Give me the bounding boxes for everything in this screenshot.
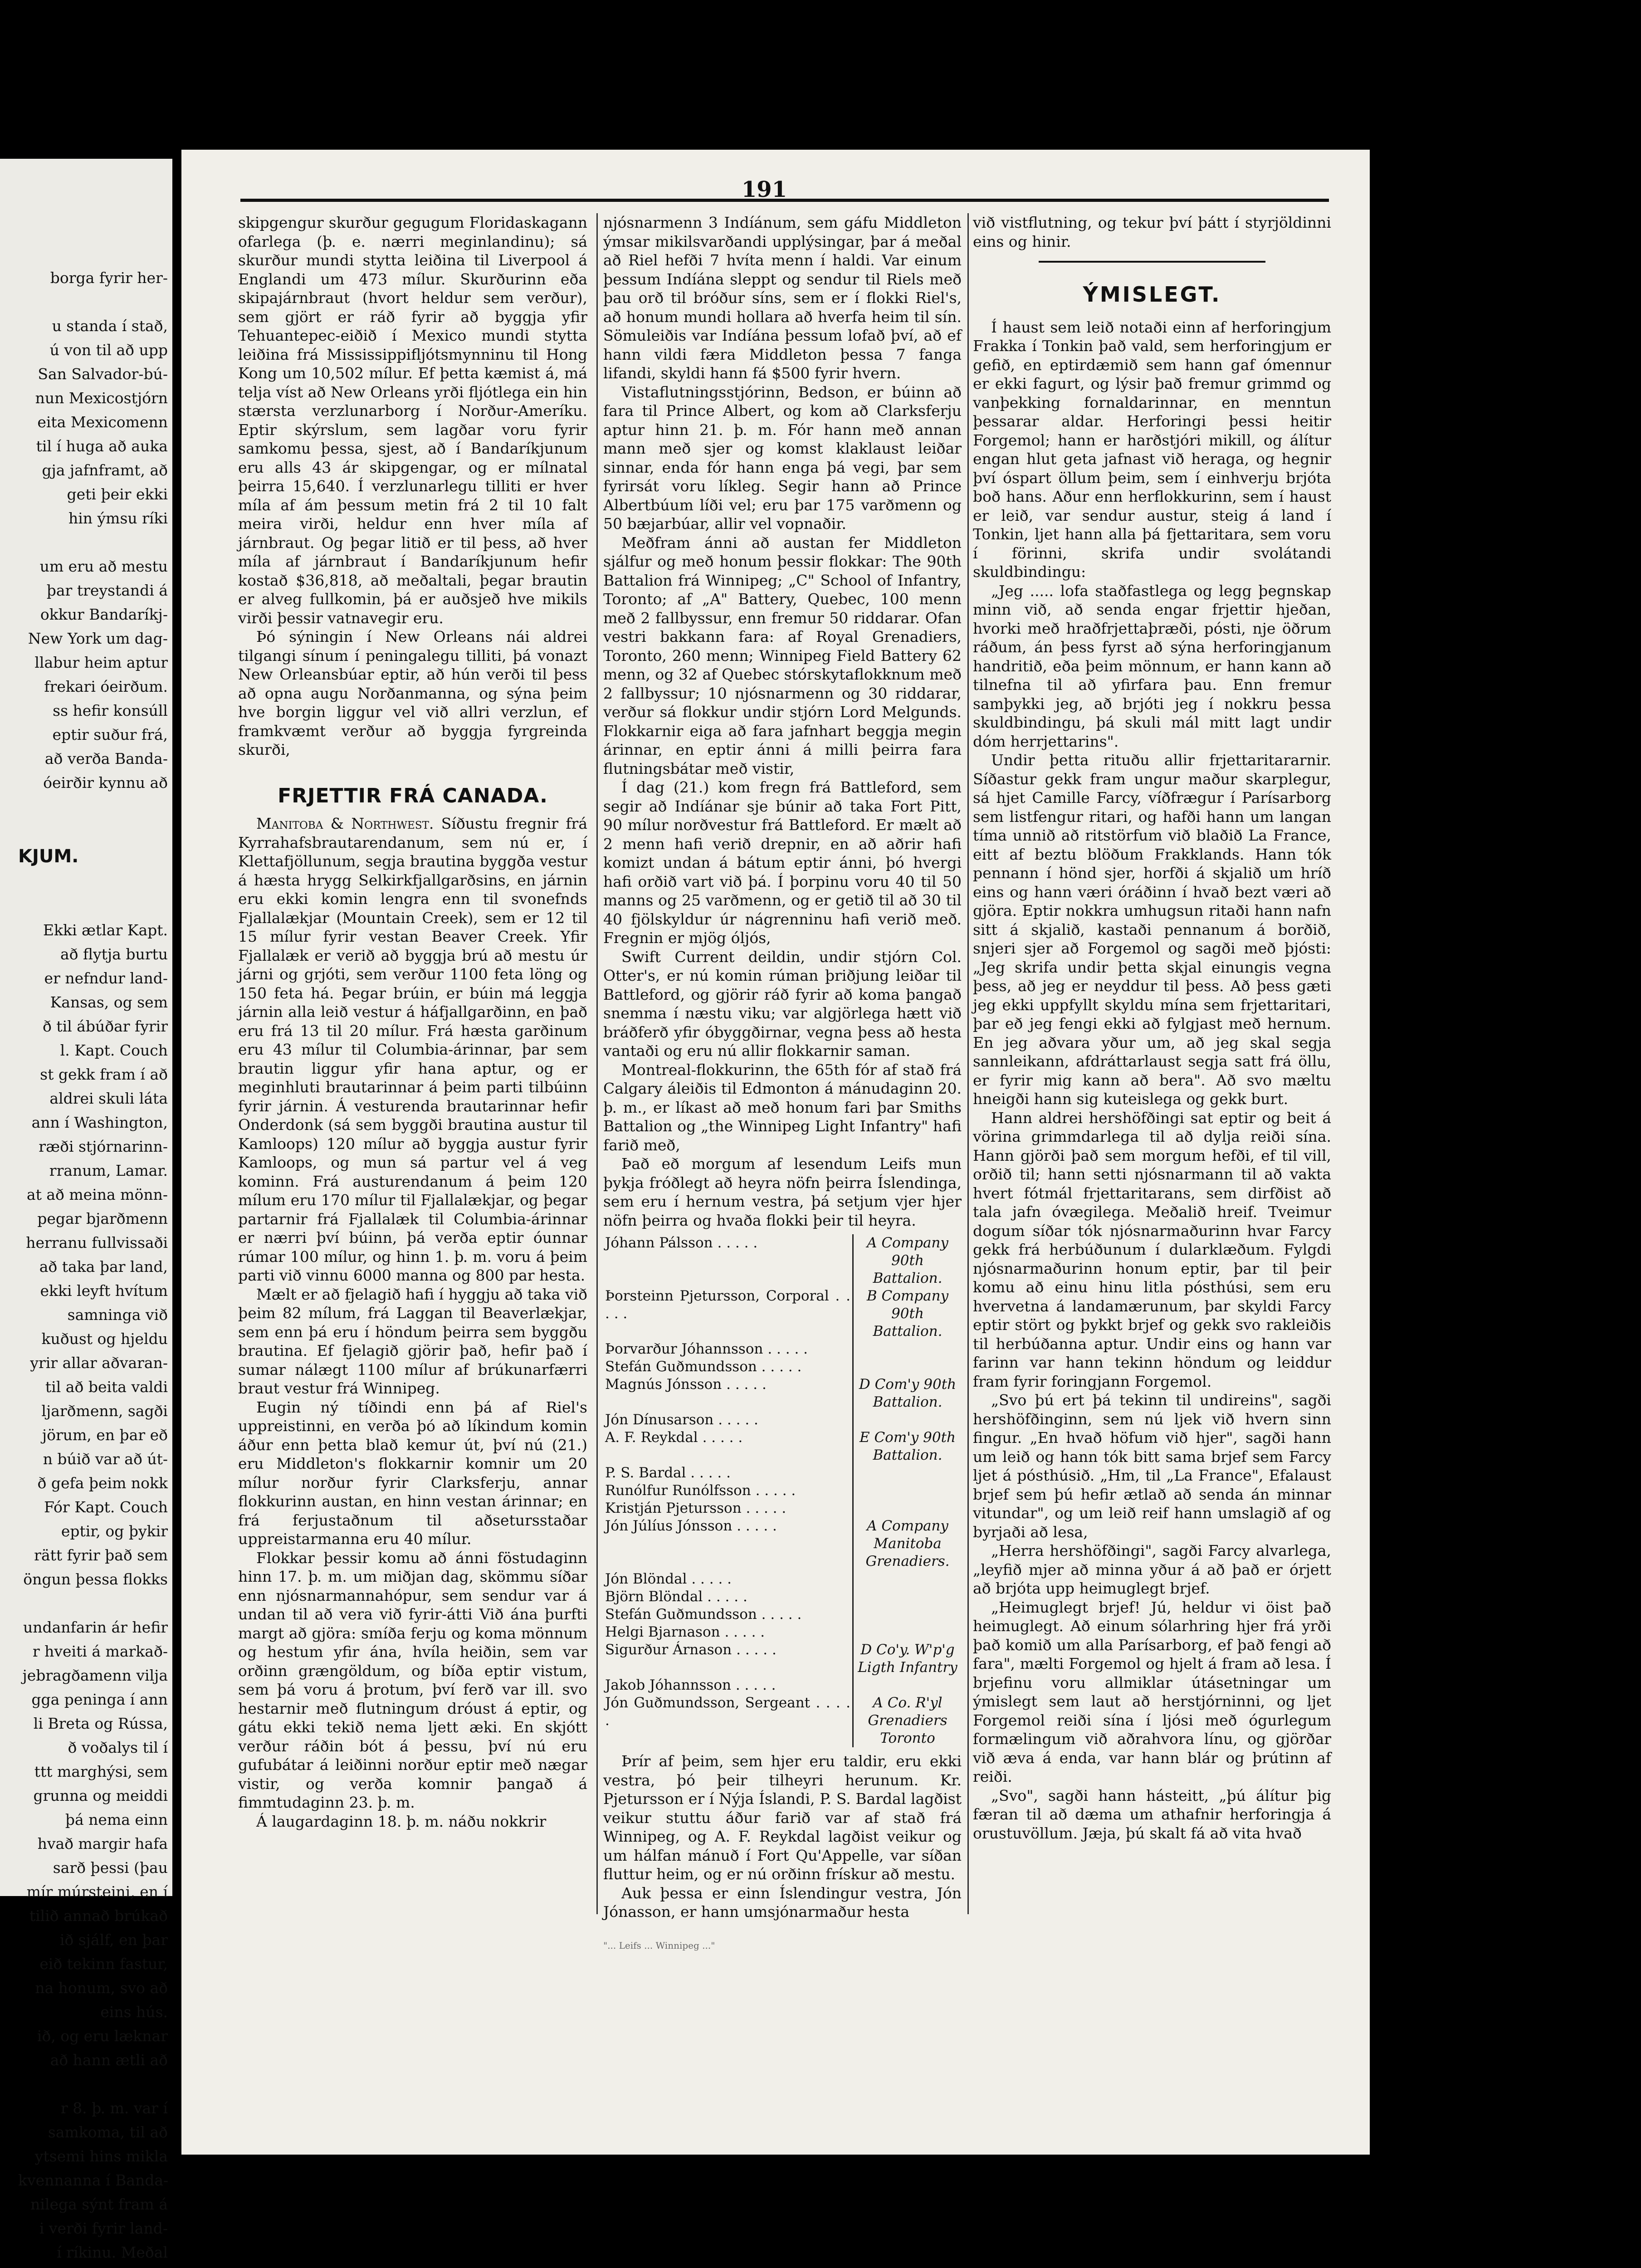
left-page-line: rranum, Lamar.: [49, 1162, 168, 1179]
left-page-line: okkur Bandaríkj-: [40, 606, 168, 623]
roster-unit: [853, 1500, 962, 1517]
left-page-line: ð voðalys til í: [68, 1739, 168, 1756]
roster-unit: [853, 1606, 962, 1623]
left-page-line: borga fyrir her-: [50, 269, 168, 287]
left-page-line: til í huga að auka: [36, 437, 168, 455]
roster-row: [603, 1376, 962, 1411]
left-page-line: grunna og meiddi: [33, 1787, 168, 1804]
roster-unit: [853, 1464, 962, 1482]
left-page-line: ð gefa þeim nokk: [37, 1474, 168, 1492]
column-divider-2: [967, 213, 969, 1914]
left-page-line: pegar bjarðmenn: [37, 1210, 168, 1227]
left-page-line: að flytja burtu: [60, 945, 168, 963]
left-page-line: eptir, og þykir: [61, 1522, 168, 1540]
left-page-line: kvennanna í Banda-: [18, 2171, 169, 2189]
roster-row: [603, 1464, 962, 1482]
left-page-line: llabur heim aptur: [34, 654, 168, 671]
left-page-line: nun Mexicostjórn: [35, 389, 168, 407]
article-text: Vistaflutningsstjórinn, Bedson, er búinn að fara til Prince Albert, og kom að Clarksferju aptur hinn 21. þ. m. Fór hann með annan mann með sjer og komst klaklaust leiðar sinnar, enda fór hann enga þá vegi, þar sem fyrirsát voru líkleg. Segir hann að Prince Albertbúum líði vel; eru þar 175 varðmenn og 50 bæjarbúar, allir vel vopnaðir.: [603, 383, 962, 533]
left-page-line: ytsemi hins mikla: [34, 2147, 168, 2165]
roster-row: [603, 1694, 962, 1747]
article-text: „Heimuglegt brjef! Jú, heldur vi öist það heimuglegt. Að einum sólarhring hjer frá yrði það komið um alla Parísarborg, ef það fengi að fara", mælti Forgemol og hjelt á fram að lesa. Í brjefinu voru allmiklar útásetningar um ýmislegt sem laut að herstjórninni, og ljet Forgemol reiði sína í ljósi með ógurlegum formælingum við aðrahvora línu, og gjörðar við æva á enda, var hann blár og þrútinn af reiði.: [973, 1598, 1331, 1785]
article-text: „Svo", sagði hann hásteitt, „þú álítur þig færan til að dæma um athafnir herforingja á orustuvöllum. Jæja, þú skalt fá að vita hvað: [973, 1786, 1331, 1842]
roster-unit: A Company Manitoba Grenadiers.: [853, 1517, 962, 1570]
article-text: Hann aldrei hershöfðingi sat eptir og beit á vörina grimmdarlega til að dylja reiði sína. Hann gjörði það sem morgum hefði, ef til vill, orðið til; hann setti njósnarmann til að vakta hvert fótmál frjettaritarans, sem dirfðist að tala jafn óvægilega. Meðalið hreif. Tveimur dogum síðar tók njósnarmaðurinn hvar Farcy gekk frá herbúðunum í dularklæðum. Fylgdi njósnarmaðurinn honum eptir, þar til þeir komu að einu hinu litla pósthúsi, sem eru hvervetna á landamærunum, þar skyldi Farcy eptir stört og þykkt brjef og gekk svo rakleiðis til herbúðanna aptur. Undir eins og hann var farinn var hann tekinn höndum og leiddur fram fyrir foringjann Forgemol.: [973, 1109, 1331, 1390]
left-page-line: kuðust og hjeldu: [41, 1330, 168, 1348]
left-page-line: r hveiti á markað-: [32, 1642, 168, 1660]
left-page-line: er nefndur land-: [44, 969, 168, 987]
left-page-line: nilega sýnt fram á: [30, 2195, 168, 2213]
footnote: "... Leifs ... Winnipeg ...": [603, 1940, 715, 1951]
article-text: „Svo þú ert þá tekinn til undireins", sagði hershöfðinginn, sem nú ljek við hvern sinn fingur. „En hvað höfum við hjer", sagði hann um leið og hann tók bitt sama brjef sem Farcy ljet á pósthúsið. „Hm, til „La France", Efalaust brjef sem þú hefir ætlað að senda án minnar vitundar", og um leið reif hann umslagið af og byrjaði að lesa,: [973, 1391, 1331, 1541]
roster-row: [603, 1606, 962, 1623]
roster-name: Jón Dínusarson . . . . .: [605, 1412, 758, 1428]
left-page-line: ttt marghýsi, sem: [34, 1763, 168, 1780]
roster-unit: [853, 1677, 962, 1694]
left-page-line: jebragðamenn vilja: [22, 1667, 168, 1684]
left-page-line: mír múrsteini, en í: [26, 1883, 168, 1901]
left-page-line: New York um dag-: [28, 630, 168, 647]
left-page-line: að taka þar land,: [39, 1258, 168, 1276]
roster-name: Runólfur Runólfsson . . . . .: [605, 1482, 796, 1499]
roster-unit: E Com'y 90th Battalion.: [853, 1429, 962, 1464]
roster-unit: A Company 90th Battalion.: [853, 1234, 962, 1287]
left-page-line: sarð þessi (þau: [53, 1859, 168, 1877]
article-text: Í haust sem leið notaði einn af herforingjum Frakka í Tonkin það vald, sem herforingjum er gefið, en eptirdæmið sem hann gaf ómennur er ekki fagurt, og lýsir það fremur grimmd og vanþekking fornaldarinnar, en menntun þessarar aldar. Herforingi þessi heitir Forgemol; hann er harðstjóri mikill, og álítur engan hlut geta jafnast við heraga, og hegnir því óspart öllum þeim, sem í einhverju brjóta boð hans. Aður enn herflokkurinn, sem í haust er leið, var sendur austur, steig á land í Tonkin, ljet hann alla þá fjettaritara, sem voru í förinni, skrifa undir svolátandi skuldbindingu:: [973, 318, 1331, 581]
roster-unit: [853, 1411, 962, 1429]
roster-row: [603, 1358, 962, 1376]
section-heading-ymislegt: ÝMISLEGT.: [1083, 282, 1221, 307]
article-text: við vistflutning, og tekur því þátt í styrjöldinni eins og hinir.: [973, 214, 1331, 250]
left-page-fragment: [0, 159, 172, 2261]
roster-name: Magnús Jónsson . . . . .: [605, 1376, 767, 1393]
roster-name: Þorsteinn Pjetursson, Corporal . . . . .: [605, 1288, 850, 1322]
roster-name: Þorvarður Jóhannsson . . . . .: [605, 1341, 808, 1357]
article-text: Auk þessa er einn Íslendingur vestra, Jón Jónasson, er hann umsjónarmaður hesta: [603, 1884, 962, 1921]
roster-row: [603, 1570, 962, 1588]
left-page-line: ann í Washington,: [31, 1114, 168, 1131]
article-text-body: Síðustu fregnir frá Kyrrahafsbrautarendanum, sem nú er, í Klettafjöllunum, segja brautina byggða vestur á hæsta hrygg Selkirkfjallgarðsins, en járnin eru ekki komin lengra enn til svonefnds Fjallalækjar (Mountain Creek), sem er 12 til 15 mílur fyrir vestan Beaver Creek. Yfir Fjallalæk er verið að byggja brú að mestu úr járni og grjóti, sem verður 1100 feta löng og 150 feta há. Þegar brúin, er búin má leggja járnin alla leið vestur á háfjallgarðinn, en það eru frá 13 til 20 mílur. Frá hæsta garðinum eru 43 mílur til Columbia-árinnar, þar sem brautin liggur yfir hana aptur, og er meginhluti brautarinnar á þeim parti tilbúinn fyrir járnin. Á vesturenda brautarinnar hefir Onderdonk (sá sem byggði brautina austur til Kamloops) 120 mílur að byggja austur fyrir Kamloops, og mun sá partur vel á veg kominn. Frá austurendanum á þeim 120 mílum eru 170 mílur til Fjallalækjar, og þegar partarnir frá Fjallalæk til Columbia-árinnar er nærri því búinn, þá verða eptir óunnar rúmar 100 mílur, og hinn 1. þ. m. voru á þeim parti við vinnu 6000 manna og 800 par hesta.: [238, 815, 587, 1284]
roster-name: Jón Blöndal . . . . .: [605, 1571, 732, 1587]
article-text: „Herra hershöfðingi", sagði Farcy alvarlega, „leyfið mjer að minna yður á að það er órjett að brjóta upp heimuglegt brjef.: [973, 1542, 1331, 1597]
left-page-line: að hann ætli að: [50, 2051, 168, 2069]
left-page-line: samninga við: [67, 1306, 168, 1324]
left-page-line: na honum, svo að: [35, 1979, 168, 1997]
column-divider-1: [596, 213, 598, 1914]
roster-unit: [853, 1340, 962, 1358]
left-page-line: ú von til að upp: [49, 341, 168, 359]
left-page-line: gja jafnframt, að: [42, 461, 168, 479]
roster-name: Jón Júlíus Jónsson . . . . .: [605, 1518, 777, 1534]
article-text: Í dag (21.) kom fregn frá Battleford, sem segir að Indíánar sje búnir að taka Fort Pitt, 90 mílur norðvestur frá Battleford. Er mælt að 2 menn hafi verið drepnir, en að aðrir hafi komizt undan á bátum eptir ánni, þó hvergi hafi orðið vart við þá. Í þorpinu voru 40 til 50 manns og 25 varðmenn, og er getið til að 30 til 40 fjölskyldur úr nágrenninu hafi verið með. Fregnin er mjög óljós,: [603, 778, 962, 947]
left-page-line: [18, 290, 168, 314]
left-page-line: tilið annað brúkað: [29, 1907, 168, 1925]
article-text: Það eð morgum af lesendum Leifs mun þykja fróðlegt að heyra nöfn þeirra Íslendinga, sem eru í hernum vestra, þá setjum vjer hjer nöfn þeirra og hvaða flokki þeir til heyra.: [603, 1155, 962, 1229]
article-text: Swift Current deildin, undir stjórn Col. Otter's, er nú komin rúman þriðjung leiðar til Battleford, og gjörir ráð fyrir að koma þangað snemma í næstu viku; var algjörlega hætt við bráðferð yfir óbyggðirnar, vegna þess að hesta vantaði og eru nú allir flokkarnir saman.: [603, 948, 962, 1060]
left-page-line: r 8. þ. m. var í: [60, 2099, 168, 2117]
roster-row: [603, 1482, 962, 1500]
column-2: [603, 213, 962, 1951]
left-page-line: að verða Banda-: [44, 750, 168, 767]
article-text: njósnarmenn 3 Indíánum, sem gáfu Middleton ýmsar mikilsvarðandi upplýsingar, þar á meðal að Riel hefði 7 hvíta menn í haldi. Var einum þessum Indíána sleppt og sendur til Riels með þau orð til bróður síns, sem er í flokki Riel's, að honum mundi hollara að hverfa heim til sín. Sömuleiðis var Indíána þessum lofað því, að ef hann vildi færa Middleton þessa 7 fanga lifandi, skyldi hann fá $500 fyrir hvern.: [603, 214, 962, 382]
roster-name: Stefán Guðmundsson . . . . .: [605, 1606, 802, 1623]
left-page-line: ið, og eru læknar: [37, 2027, 168, 2045]
left-page-line: Kansas, og sem: [50, 993, 168, 1011]
roster-name: Stefán Guðmundsson . . . . .: [605, 1359, 802, 1375]
left-page-line: til að beita valdi: [45, 1378, 168, 1396]
left-page-line: rätt fyrir það sem: [34, 1546, 168, 1564]
roster-name: Jón Guðmundsson, Sergeant . . . . .: [605, 1695, 850, 1729]
left-page-line: öngun þessa flokks: [23, 1570, 168, 1588]
left-page-text: [18, 218, 168, 2268]
left-page-line: at að meina mönn-: [26, 1186, 168, 1203]
article-text: Á laugardaginn 18. þ. m. náðu nokkrir: [256, 1812, 547, 1830]
left-page-line: hvað margir hafa: [37, 1835, 168, 1853]
header-rule: [240, 199, 1329, 202]
left-page-line: [18, 530, 168, 554]
left-page-line: hin ýmsu ríki: [68, 509, 168, 527]
roster-unit: D Co'y. W'p'g Ligth Infantry: [853, 1641, 962, 1677]
section-separator: [1039, 261, 1265, 263]
left-page-line: gga peninga í ann: [31, 1691, 168, 1708]
left-page-line: u standa í stað,: [52, 317, 168, 335]
roster-unit: D Com'y 90th Battalion.: [853, 1376, 962, 1411]
left-page-line: st gekk fram í að: [40, 1066, 168, 1083]
article-text: Þrír af þeim, sem hjer eru taldir, eru ekki vestra, þó þeir tilheyri herunum. Kr. Pjetursson er í Nýja Íslandi, P. S. Bardal lagðist veikur stuttu áður farið var af stað frá Winnipeg, og A. F. Reykdal lagðist veikur og um hálfan mánuð í Fort Qu'Appelle, var síðan fluttur heim, og er nú orðinn frískur að mestu.: [603, 1752, 962, 1883]
left-page-line: Fór Kapt. Couch: [44, 1498, 168, 1516]
roster-row: [603, 1234, 962, 1287]
roster-unit: [853, 1358, 962, 1376]
article-text: Meðfram ánni að austan fer Middleton sjálfur og með honum þessir flokkar: The 90th Battalion frá Winnipeg; „C" School of Infantry, Toronto; af „A" Battery, Quebec, 100 menn með 2 fallbyssur, enn fremur 50 riddarar. Ofan vestri bakkann fara: af Royal Grenadiers, Toronto, 260 menn; Winnipeg Field Battery 62 menn, og 32 af Quebec stórskytaflokknum með 2 fallbyssur; 10 njósnarmenn og 30 riddarar, verður sá flokkur undir stjórn Lord Melgunds. Flokkarnir eiga að fara jafnhart beggja megin árinnar, en eptir ánni á milli þeirra fara flutningsbátar með vistir,: [603, 533, 962, 777]
left-page-line: San Salvador-bú-: [38, 365, 168, 383]
roster-row: [603, 1677, 962, 1694]
roster-name: Jakob Jóhannsson . . . . .: [605, 1677, 776, 1693]
roster-row: [603, 1588, 962, 1606]
left-page-line: þá nema einn: [65, 1811, 168, 1828]
left-page-line: eið tekinn fastur,: [39, 1955, 168, 1973]
roster-name: P. S. Bardal . . . . .: [605, 1465, 731, 1481]
roster-name: A. F. Reykdal . . . . .: [605, 1429, 743, 1446]
left-page-lines-top: [18, 266, 168, 795]
left-page-line: óeirðir kynnu að: [43, 774, 168, 792]
roster-unit: [853, 1588, 962, 1606]
article-text: [238, 814, 587, 1285]
left-page-line: frekari óeirðum.: [44, 678, 168, 695]
left-page-line: þar treystandi á: [46, 582, 168, 599]
left-page-line: undanfarin ár hefir: [23, 1618, 168, 1636]
page-number: 191: [741, 177, 787, 202]
left-page-line: n búið var að út-: [43, 1450, 168, 1468]
column-1: [238, 213, 587, 1831]
left-page-line: ræði stjórnarinn-: [39, 1138, 168, 1155]
article-text: „Jeg ..... lofa staðfastlega og legg þegnskap minn við, að senda engar frjettir hjeðan, hvorki með hraðfrjettaþræði, pósti, nje öðrum ráðum, án þess fyrst að sýna herforingjanum handritið, eða þeim mönnum, er hann kann að tilnefna til að yfirfara þau. Enn fremur samþykki jeg, að brjóti jeg í nokkru þessa skuldbindingu, þá skuli mál mitt lagt undir dóm herrjettarins".: [973, 582, 1331, 750]
roster-row: [603, 1411, 962, 1429]
left-page-line: eptir suður frá,: [52, 726, 168, 743]
left-page-line: ð til ábúðar fyrir: [42, 1017, 168, 1035]
roster-name: Björn Blöndal . . . . .: [605, 1589, 747, 1605]
roster-name: Sigurður Árnason . . . . .: [605, 1642, 777, 1658]
roster-row: [603, 1287, 962, 1340]
roster-unit: [853, 1482, 962, 1500]
left-page-line: [18, 2264, 168, 2268]
article-text: Flokkar þessir komu að ánni föstudaginn hinn 17. þ. m. um miðjan dag, skömmu síðar enn njósnarmannahópur, sem sendur var á undan til að vera við fyrir-átti Við ána þurfti margt að gjöra: smíða ferju og koma mönnum og hestum yfir ána, hvíla heiðin, sem var orðinn grængöldum, og bíða eptir vistum, sem þá voru á þrotum, því ferð var ill. svo hestarnir með flutningum dróust á eptir, og gátu ekki tekið nema ljett æki. En skjótt verður ráðin bót á þessu, því nú eru gufubátar á leiðinni norður eptir með nægar vistir, og verða komnir þangað á fimmtudaginn 23. þ. m.: [238, 1549, 587, 1811]
article-text: skipgengur skurður gegugum Floridaskagann ofarlega (þ. e. nærri meginlandinu); sá skurður mundi stytta leiðina til Liverpool á Englandi um 473 mílur. Skurðurinn eða skipajárnbraut (hvort heldur sem verður), sem gjört er ráð fyrir að byggja yfir Tehuantepec-eiðið í Mexico mundi stytta leiðina frá Mississippifljótsmynninu til Hong Kong um 10,502 mílur. Ef þetta kæmist á, má telja víst að New Orleans yrði fljótlega ein hin stærsta verzlunarborg í Norður-Ameríku. Eptir skýrslum, sem lagðar voru fyrir samkomu þessa, sjest, að í Bandaríkjunum eru alls 43 ár skipgengar, og er mílnatal þeirra 15,640. Í verzlunarlegu tilliti er hver míla af ám þessum metin frá 2 til 10 falt meira virði, heldur enn hver míla af járnbraut. Og þegar litið er til þess, að hver míla af járnbraut í Bandaríkjunum hefir kostað $36,818, að meðaltali, þegar brautin er alveg fullkomin, þá er auðsjeð hve mikils virði þessir vatnavegir eru.: [238, 214, 587, 627]
roster-name: Helgi Bjarnason . . . . .: [605, 1624, 765, 1640]
left-page-line: yrir allar aðvaran-: [30, 1354, 168, 1372]
roster-row: [603, 1429, 962, 1464]
roster-row: [603, 1641, 962, 1677]
left-page-line: eins hús.: [100, 2003, 168, 2021]
left-page-line: um eru að mestu: [39, 557, 168, 575]
left-page-line: [18, 2072, 168, 2096]
roster-unit: A Co. R'yl Grenadiers Toronto: [853, 1694, 962, 1747]
left-page-heading: KJUM.: [18, 846, 79, 867]
left-page-line: ljarðmenn, sagði: [41, 1402, 168, 1420]
left-page-line: ekki leyft hvítum: [40, 1282, 168, 1300]
column-3: [973, 213, 1331, 1843]
left-page-line: l. Kapt. Couch: [60, 1041, 168, 1059]
roster-row: [603, 1623, 962, 1641]
left-page-line: eita Mexicomenn: [37, 413, 168, 431]
left-page-line: geti þeir ekki: [67, 485, 168, 503]
left-page-lines-bottom: [18, 918, 168, 2268]
article-text: Eugin ný tíðindi enn þá af Riel's uppreistinni, en verða þó að líkindum komin áður enn þetta blað kemur út, því nú (21.) eru Middleton's flokkarnir komnir um 20 mílur norður fyrir Clarksferju, annar flokkurinn austan, en hinn vestan árinnar; en frá ferjustaðnum til aðsetursstaðar uppreistarmanna eru 40 mílur.: [238, 1398, 587, 1548]
roster-table: [603, 1234, 962, 1747]
article-text: Þó sýningin í New Orleans nái aldrei tilgangi sínum í peningalegu tilliti, þá vonazt New Orleansbúar eptir, að hún verði til þess að opna augu Norðanmanna, og sýna þeim hve borgin liggur vel við allri verzlun, ef framkvæmt verður að byggja fyrgreinda skurði,: [238, 628, 587, 758]
left-page-line: aldrei skuli láta: [49, 1090, 168, 1107]
roster-unit: [853, 1623, 962, 1641]
left-page-line: i verði fyrir land-: [39, 2219, 168, 2237]
left-page-line: samkoma, til að: [48, 2123, 168, 2141]
left-page-line: Ekki ætlar Kapt.: [43, 921, 168, 939]
section-heading-canada: FRJETTIR FRÁ CANADA.: [278, 784, 548, 807]
article-text: Montreal-flokkurinn, the 65th fór af stað frá Calgary áleiðis til Edmonton á mánudaginn 20. þ. m., er líkast að með honum fari þar Smiths Battalion og „the Winnipeg Light Infantry" hafi farið með,: [603, 1061, 962, 1154]
left-page-line: [18, 1591, 168, 1615]
roster-row: [603, 1517, 962, 1570]
roster-unit: [853, 1570, 962, 1588]
roster-row: [603, 1500, 962, 1517]
left-page-line: ið sjálf, en þar: [59, 1931, 168, 1949]
left-page-line: ss hefir konsúll: [53, 702, 168, 719]
left-page-line: jörum, en þar eð: [42, 1426, 168, 1444]
left-page-line: herranu fullvissaði: [26, 1234, 168, 1251]
article-text: Undir þetta rituðu allir frjettaritararnir. Síðastur gekk fram ungur maður skarplegur, sá hjet Camille Farcy, víðfrægur í Parísarborg sem listfengur ritari, og hafði hann um langan tíma unnið að ritstörfum við blaðið La France, eitt af beztu blöðum Frakklands. Hann tók pennann í hönd sjer, horfði á skjalið um hríð eins og hann væri óráðinn í hvað bezt væri að gjöra. Eptir nokkra umhugsun ritaði hann nafn sitt á skjalið, kastaði pennanum á borðið, snjeri sjer að Forgemol og sagði með þjósti: „Jeg skrifa undir þetta skjal einungis vegna þess, að jeg er neyddur til þess. Að þess gæti jeg ekki uppfyllt skyldu mína sem frjettaritari, þar eð jeg fengi ekki að fylgjast með hernum. En jeg aðvara yður um, að jeg skal segja sannleikann, afdráttarlaust segja satt frá öllu, er fyrir mig kann að bera". Að svo mæltu hneigði hann sig kuteislega og gekk burt.: [973, 751, 1331, 1108]
roster-name: Jóhann Pálsson . . . . .: [605, 1235, 758, 1251]
dateline: Manitoba & Northwest.: [256, 815, 434, 832]
article-text: Mælt er að fjelagið hafi í hyggju að taka við þeim 82 mílum, frá Laggan til Beaverlækjar, sem enn þá eru í höndum þeirra sem byggðu brautina. Ef fjelagið gjörir það, hefir það í sumar nálægt 1100 mílur af brúkunarfærri braut vestur frá Winnipeg.: [238, 1285, 587, 1397]
left-page-line: í ríkinu. Meðal: [57, 2244, 168, 2261]
roster-unit: B Company 90th Battalion.: [853, 1287, 962, 1340]
roster-name: Kristján Pjetursson . . . . .: [605, 1500, 786, 1516]
left-page-line: li Breta og Rússa,: [33, 1715, 168, 1732]
roster-row: [603, 1340, 962, 1358]
